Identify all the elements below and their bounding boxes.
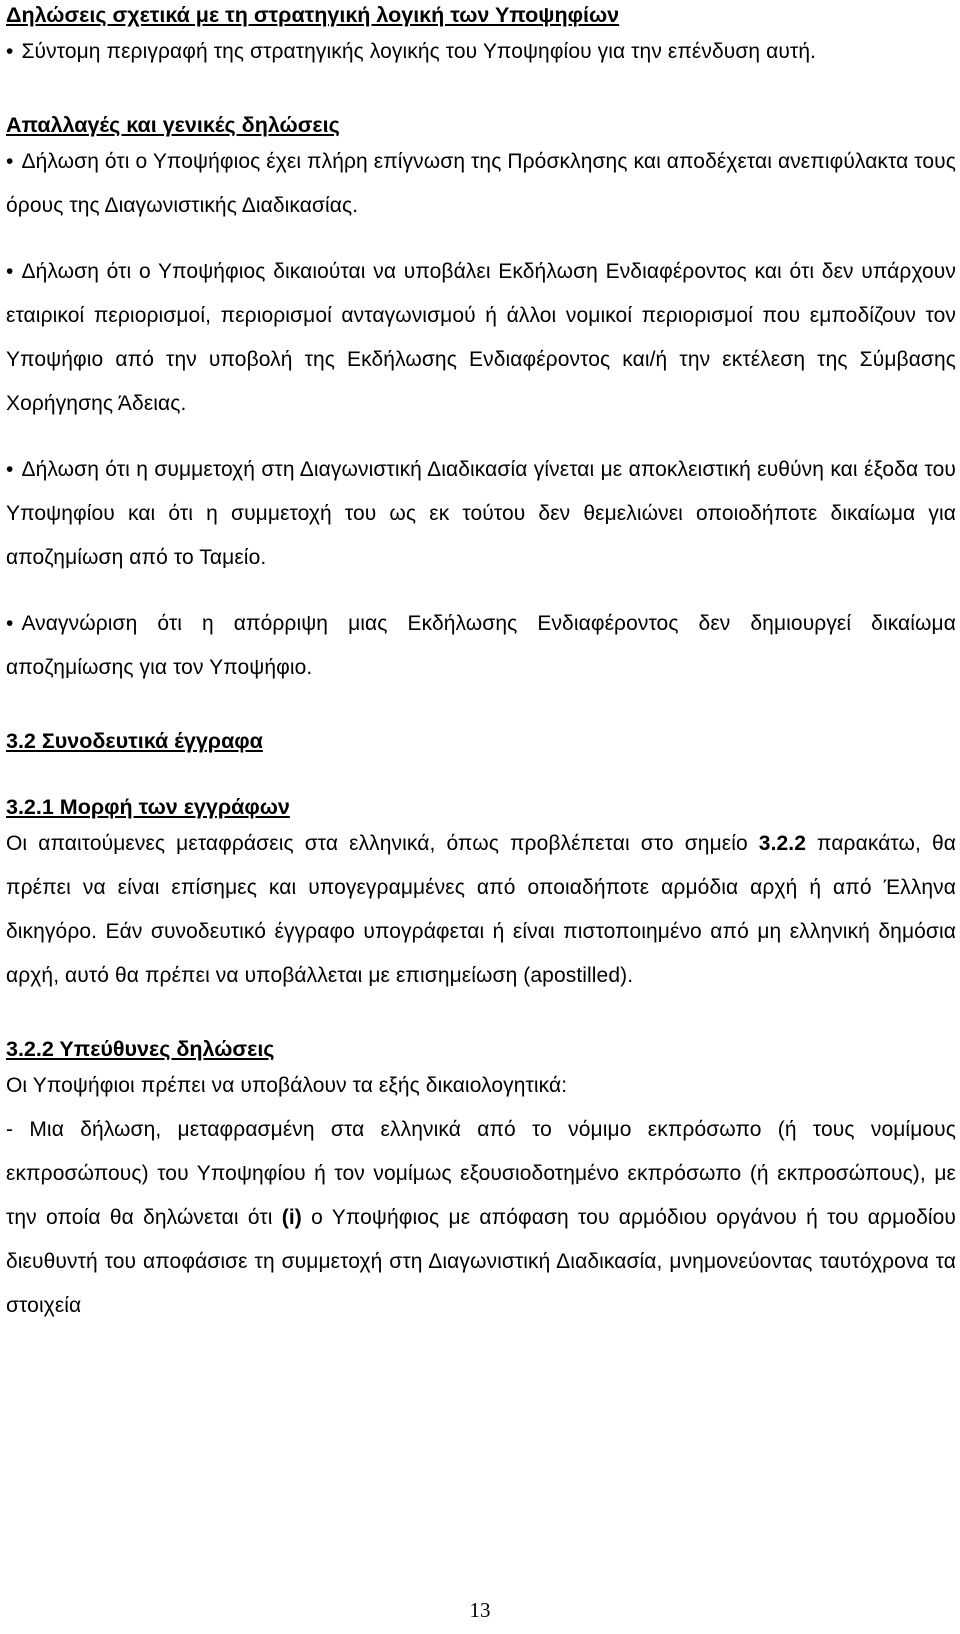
bullet-dot: • <box>6 40 14 63</box>
paragraph-3-2-1: Οι απαιτούμενες μεταφράσεις στα ελληνικά, όπως προβλέπεται στο σημείο 3.2.2 παρακάτω, θα πρέπει να είναι επίσημες και υπογεγραμμένες από οποιαδήποτε αρμόδια αρχή ή από Έλληνα δικηγόρο. Εάν συνοδευτικό έγγραφο υπογράφεται ή είναι πιστοποιημένο από μη ελληνική δημόσια αρχή, αυτό θα πρέπει να υποβάλλεται με επισημείωση (apostilled). <box>6 832 956 987</box>
heading-3-2-2: 3.2.2 Υπεύθυνες δηλώσεις <box>6 1037 275 1061</box>
document-page <box>6 0 956 1328</box>
heading-strategy: Δηλώσεις σχετικά με τη στρατηγική λογική των Υποψηφίων <box>6 3 620 27</box>
item-marker: (i) <box>281 1206 302 1229</box>
waiver-bullet-1: • Δήλωση ότι ο Υποψήφιος έχει πλήρη επίγνωση της Πρόσκλησης και αποδέχεται ανεπιφύλακτα τους όρους της Διαγωνιστικής Διαδικασίας. <box>6 150 956 217</box>
heading-3-2-1: 3.2.1 Μορφή των εγγράφων <box>6 795 290 819</box>
heading-3-2: 3.2 Συνοδευτικά έγγραφα <box>6 729 263 753</box>
reference-3-2-2: 3.2.2 <box>758 832 807 855</box>
page-number: 13 <box>469 1598 491 1622</box>
heading-waivers: Απαλλαγές και γενικές δηλώσεις <box>6 113 340 137</box>
intro-3-2-2: Οι Υποψήφιοι πρέπει να υποβάλουν τα εξής δικαιολογητικά: <box>6 1074 568 1097</box>
strategy-bullet: • Σύντομη περιγραφή της στρατηγικής λογικής του Υποψηφίου για την επένδυση αυτή. <box>6 40 817 63</box>
waiver-bullet-3: • Δήλωση ότι η συμμετοχή στη Διαγωνιστική Διαδικασία γίνεται με αποκλειστική ευθύνη και έξοδα του Υποψηφίου και ότι η συμμετοχή του ως εκ τούτου δεν θεμελιώνει οποιοδήποτε δικαίωμα για αποζημίωση από το Ταμείο. <box>6 458 956 569</box>
waiver-bullet-2: • Δήλωση ότι ο Υποψήφιος δικαιούται να υποβάλει Εκδήλωση Ενδιαφέροντος και ότι δεν υπάρχουν εταιρικοί περιορισμοί, περιορισμοί ανταγωνισμού ή άλλοι νομικοί περιορισμοί που εμποδίζουν τον Υποψήφιο από την υποβολή της Εκδήλωσης Ενδιαφέροντος και/ή την εκτέλεση της Σύμβασης Χορήγησης Άδειας. <box>6 260 956 415</box>
waiver-bullet-4: • Αναγνώριση ότι η απόρριψη μιας Εκδήλωσης Ενδιαφέροντος δεν δημιουργεί δικαίωμα αποζημίωσης για τον Υποψήφιο. <box>6 612 956 679</box>
item-3-2-2: - Μια δήλωση, μεταφρασμένη στα ελληνικά από το νόμιμο εκπρόσωπο (ή τους νομίμους εκπροσώπους) του Υποψηφίου ή τον νομίμως εξουσιοδοτημένο εκπρόσωπο (ή εκπροσώπους), με την οποία θα δηλώνεται ότι (i) ο Υποψήφιος με απόφαση του αρμόδιου οργάνου ή του αρμοδίου διευθυντή του αποφάσισε τη συμμετοχή στη Διαγωνιστική Διαδικασία, μνημονεύοντας ταυτόχρονα τα στοιχεία <box>6 1118 956 1317</box>
